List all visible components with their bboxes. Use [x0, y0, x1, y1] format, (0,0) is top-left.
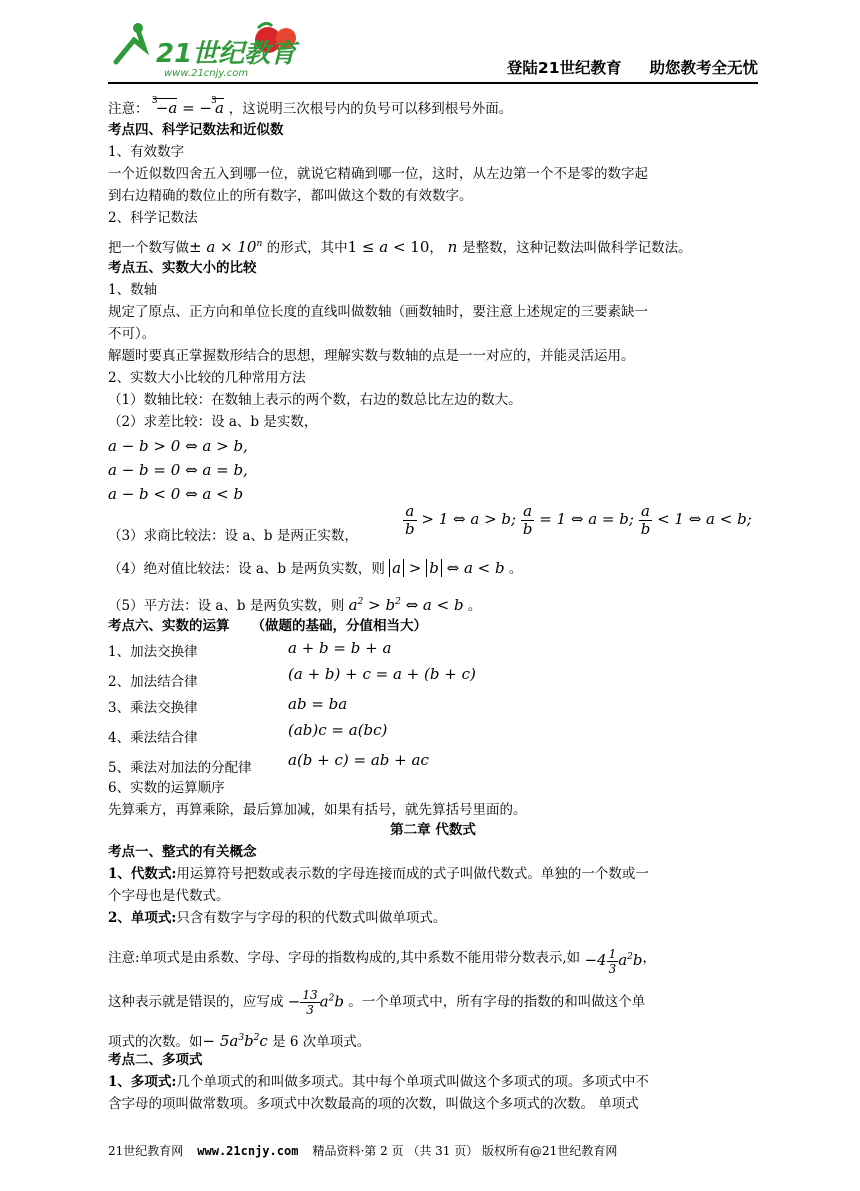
- law-name: 4、乘法结合律: [108, 730, 198, 746]
- degree-example-line: 项式的次数。如− $5a^3b^2c$ 是 6 次单项式。: [108, 1032, 371, 1050]
- subheading: 2、实数大小比较的几种常用方法: [108, 370, 306, 386]
- slogan-1: 登陆21世纪教育: [506, 59, 622, 77]
- law-name: 2、加法结合律: [108, 674, 198, 690]
- definition-line: 2、单项式:只含有数字与字母的积的代数式叫做单项式。: [108, 910, 447, 926]
- formula-line: a − b = 0 ⇔ a = b,: [108, 461, 248, 479]
- law-formula: (a + b) + c = a + (b + c): [288, 665, 476, 683]
- footer-site: 21世纪教育网: [108, 1144, 184, 1158]
- paragraph-line: 含字母的项叫做常数项。多项式中次数最高的项的次数，叫做这个多项式的次数。 单项式: [108, 1096, 639, 1112]
- page-footer: [108, 1142, 758, 1159]
- footer-url[interactable]: www.21cnjy.com: [197, 1144, 299, 1158]
- paragraph-line: 先算乘方，再算乘除，最后算加减，如果有括号，就先算括号里面的。: [108, 802, 527, 818]
- section-heading: 考点二、多项式: [108, 1052, 203, 1068]
- section-heading: 考点四、科学记数法和近似数: [108, 122, 284, 138]
- paragraph-line: 规定了原点、正方向和单位长度的直线叫做数轴（画数轴时，要注意上述规定的三要素缺一: [108, 304, 648, 320]
- correct-form-line: 这种表示就是错误的，应写成 − $\frac{13}{3}$ $a^2b$ 。一个单项式中，所有字母的指数的和叫做这个单: [108, 988, 646, 1017]
- footer-info: 精品资料·第 2 页 （共 31 页） 版权所有@21世纪教育网: [312, 1144, 618, 1158]
- subheading: 2、科学记数法: [108, 210, 198, 226]
- law-name: 5、乘法对加法的分配律: [108, 760, 252, 776]
- law-formula: (ab)c = a(bc): [288, 721, 388, 739]
- header-slogan: [479, 56, 758, 78]
- law-name: 3、乘法交换律: [108, 700, 198, 716]
- law-name: 1、加法交换律: [108, 644, 198, 660]
- header-divider: [108, 82, 758, 84]
- abs-compare-line: （4）绝对值比较法：设 a、b 是两负实数，则 a > b ⇔ a < b 。: [108, 559, 523, 577]
- logo-url: www.21cnjy.com: [164, 68, 249, 79]
- cube-root-formula: 3 −a = − 3 a: [151, 96, 224, 117]
- formula-line: a − b > 0 ⇔ a > b,: [108, 437, 248, 455]
- paragraph-line: 到右边精确的数位止的所有数字，都叫做这个数的有效数字。: [108, 188, 473, 204]
- subheading: 1、有效数字: [108, 144, 185, 160]
- sci-notation-line: 把一个数写做± $a \times 10^n$ 的形式，其中1 ≤ a < 10， n 是整数，这种记数法叫做科学记数法。: [108, 238, 692, 256]
- formula-line: a − b < 0 ⇔ a < b: [108, 485, 244, 503]
- subheading: 6、实数的运算顺序: [108, 780, 225, 796]
- section-heading: 考点五、实数大小的比较: [108, 260, 257, 276]
- chapter-title: 第二章 代数式: [390, 822, 476, 838]
- definition-line: 1、代数式:用运算符号把数或表示数的字母连接而成的式子叫做代数式。单独的一个数或一: [108, 866, 649, 882]
- subheading: 1、数轴: [108, 282, 158, 298]
- paragraph-line: （2）求差比较：设 a、b 是实数，: [108, 414, 318, 430]
- square-compare-line: （5）平方法：设 a、b 是两负实数，则 $a^2 > b^2$ ⇔ a < b 。: [108, 596, 482, 614]
- paragraph-line: （1）数轴比较：在数轴上表示的两个数，右边的数总比左边的数大。: [108, 392, 522, 408]
- note-coefficient: 注意:单项式是由系数、字母、字母的指数构成的,其中系数不能用带分数表示,如 −4 $\frac{1}{3}$ $a^2b$，: [108, 946, 656, 976]
- law-formula: a + b = b + a: [288, 639, 392, 657]
- law-formula: a(b + c) = ab + ac: [288, 751, 429, 769]
- paragraph-line: 不可）。: [108, 326, 156, 342]
- logo-text: 21世纪教育: [156, 39, 297, 69]
- page-header: [108, 18, 758, 84]
- note-cube-root: 注意： 3 −a = − 3 a ，这说明三次根号内的负号可以移到根号外面。: [108, 96, 513, 117]
- section-heading: 考点六、实数的运算 （做题的基础，分值相当大）: [108, 618, 427, 634]
- quotient-compare-line: （3）求商比较法：设 a、b 是两正实数，: [108, 528, 358, 544]
- 21cnjy-logo: [108, 18, 308, 80]
- paragraph-line: 解题时要真正掌握数形结合的思想，理解实数与数轴的点是一一对应的，并能灵活运用。: [108, 348, 635, 364]
- section-heading: 考点一、整式的有关概念: [108, 844, 257, 860]
- paragraph-line: 个字母也是代数式。: [108, 888, 230, 904]
- paragraph-line: 一个近似数四舍五入到哪一位，就说它精确到哪一位，这时，从左边第一个不是零的数字起: [108, 166, 648, 182]
- definition-line: 1、多项式:几个单项式的和叫做多项式。其中每个单项式叫做这个多项式的项。多项式中不: [108, 1074, 649, 1090]
- quotient-formula: $\frac{a}{b}$ > 1 ⇔ a > b; $\frac{a}{b}$ = 1 ⇔ a = b; $\frac{a}{b}$ < 1 ⇔ a < b;: [405, 501, 752, 538]
- law-formula: ab = ba: [288, 695, 348, 713]
- slogan-2: 助您教考全无忧: [649, 59, 758, 77]
